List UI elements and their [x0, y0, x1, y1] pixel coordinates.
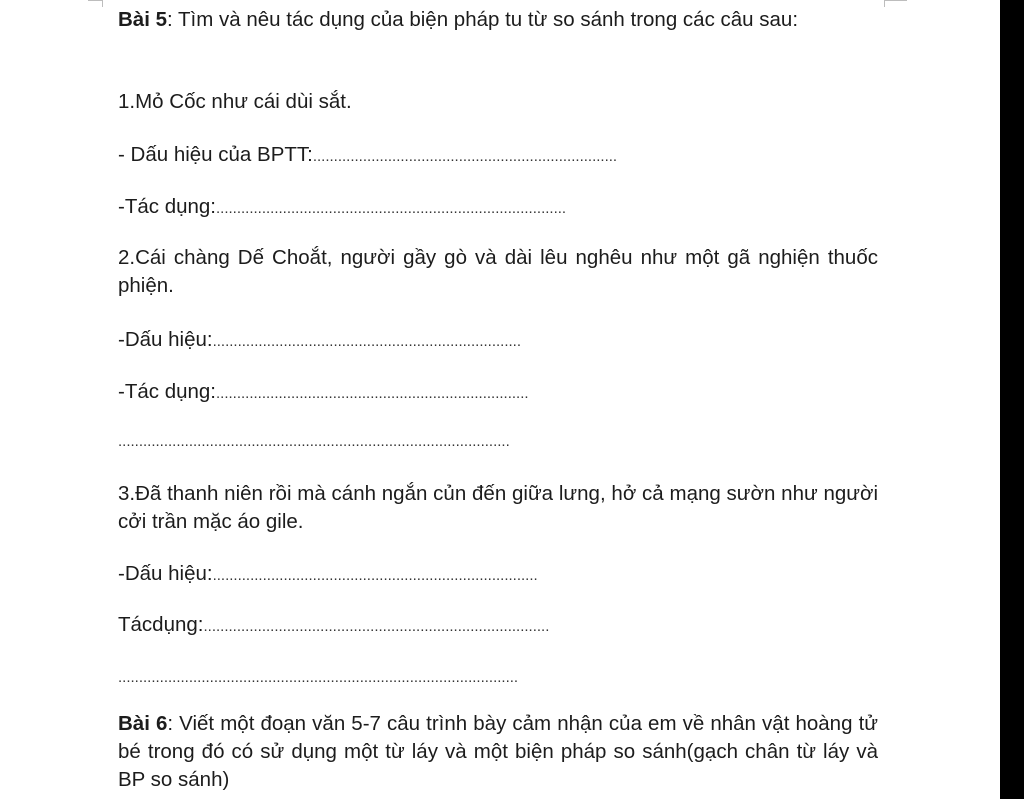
- q2-sentence: 2.Cái chàng Dế Choắt, người gầy gò và dài lêu nghêu như một gã nghiện thuốc phiện.: [118, 246, 878, 297]
- q1-effect-label: -Tác dụng:: [118, 195, 216, 218]
- q3-effect-label: Tácdụng:: [118, 613, 204, 636]
- exercise-5-label: Bài 5: [118, 8, 167, 31]
- q1-effect-blank: ....................................................................................: [216, 200, 567, 217]
- q2-sign-line: [118, 326, 521, 356]
- exercise-6-heading: [118, 710, 878, 794]
- q1-sign-line: [118, 141, 617, 171]
- q2-effect-line: [118, 378, 529, 408]
- q2-effect-blank: ...........................................................................: [216, 385, 529, 402]
- page-corner-mark-left: [88, 0, 103, 7]
- q3-extra-blank: ................................................................................................: [118, 669, 519, 686]
- q3-sentence: 3.Đã thanh niên rồi mà cánh ngắn củn đến giữa lưng, hở cả mạng sườn như người cởi trần mặc áo gile.: [118, 482, 878, 533]
- q1-sentence: 1.Mỏ Cốc như cái dùi sắt.: [118, 90, 352, 113]
- q3-sign-blank: ..............................................................................: [212, 567, 538, 584]
- q3-effect-line: [118, 611, 549, 641]
- q2-extra-blank-line: [118, 426, 510, 456]
- q1-sign-blank: .........................................................................: [312, 148, 618, 165]
- exercise-5-heading: [118, 6, 878, 34]
- exercise-5-prompt: : Tìm và nêu tác dụng của biện pháp tu từ so sánh trong các câu sau:: [167, 8, 799, 31]
- q1-effect-line: [118, 193, 566, 223]
- exercise-6-label: Bài 6: [118, 712, 168, 735]
- q1-sign-label: - Dấu hiệu của BPTT:: [118, 143, 313, 166]
- exercise-6-prompt: : Viết một đoạn văn 5-7 câu trình bày cảm nhận của em về nhân vật hoàng tử bé trong đó có sử dụng một từ láy và một biện pháp so sánh(gạch chân từ láy và BP so sánh): [118, 712, 878, 791]
- q2-sign-blank: ..........................................................................: [212, 333, 521, 350]
- q3-effect-blank: ...................................................................................: [203, 618, 550, 635]
- q3-sign-line: [118, 560, 538, 590]
- viewer-side-strip: [1000, 0, 1024, 799]
- q2-extra-blank: ..............................................................................................: [118, 433, 510, 450]
- q2-effect-label: -Tác dụng:: [118, 380, 216, 403]
- q2-sign-label: -Dấu hiệu:: [118, 328, 213, 351]
- q3-extra-blank-line: [118, 662, 518, 692]
- page-corner-mark-right: [884, 0, 907, 7]
- q3-sign-label: -Dấu hiệu:: [118, 562, 213, 585]
